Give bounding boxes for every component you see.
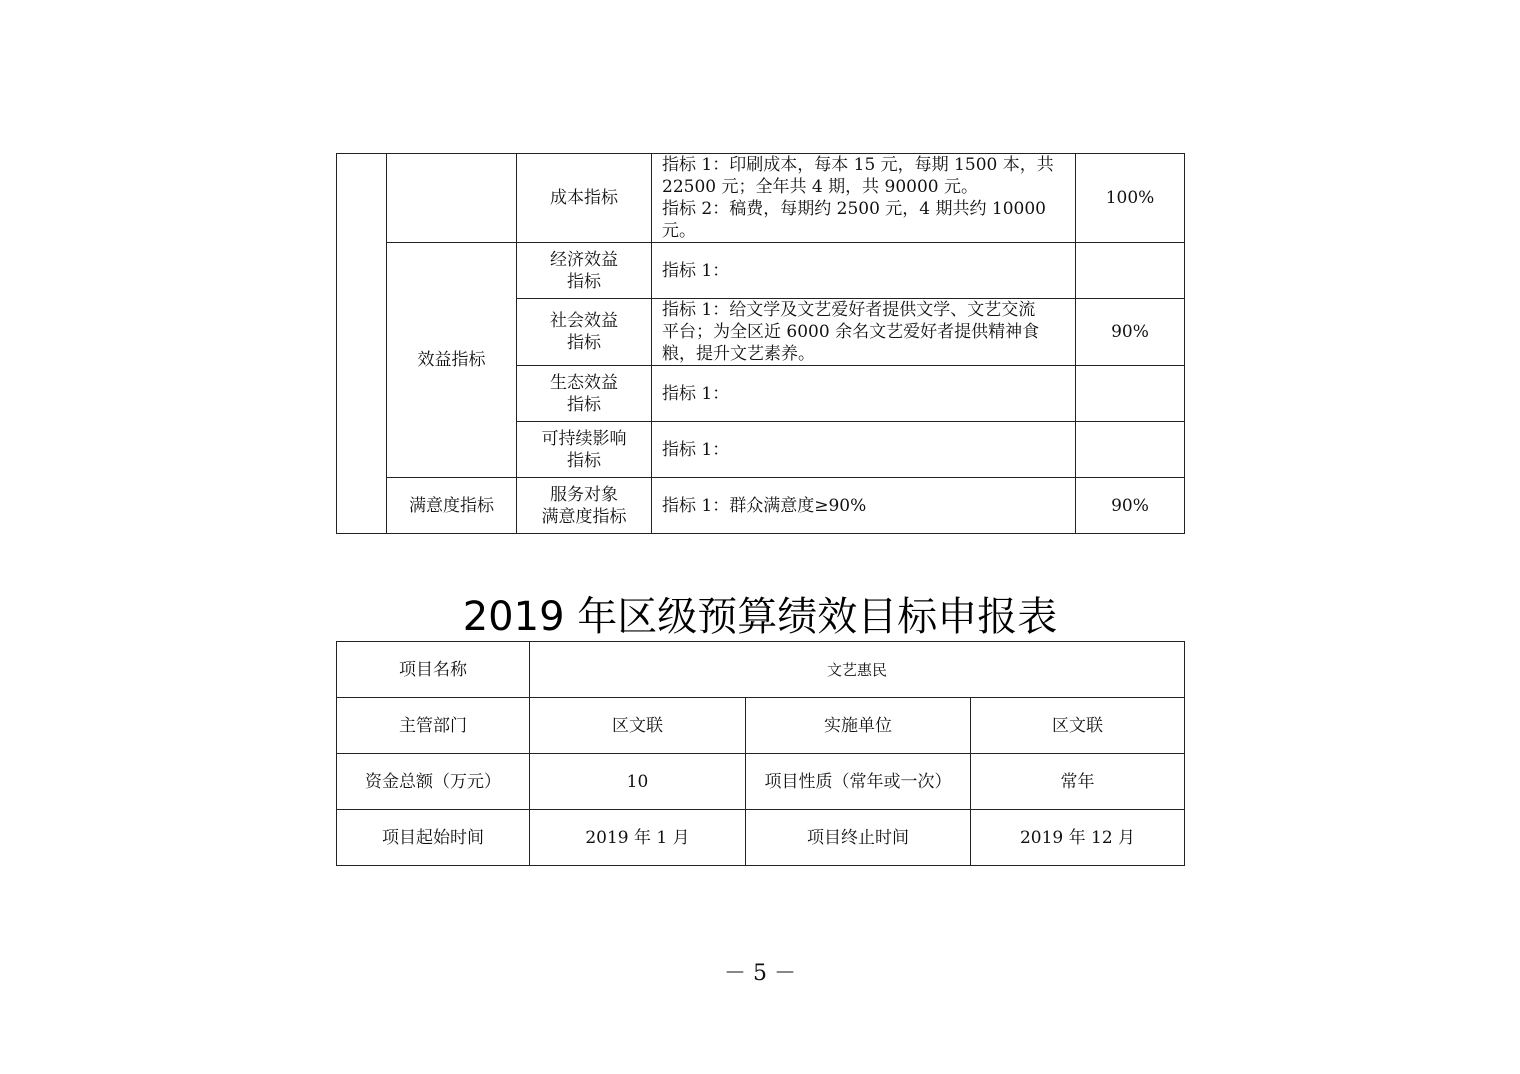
dept-label: 主管部门 [337,698,530,754]
economic-benefit-label: 经济效益 指标 [517,243,652,299]
project-name-label: 项目名称 [337,642,530,698]
project-name-value: 文艺惠民 [530,642,1185,698]
second-level-indicator-cell [387,154,517,243]
social-benefit-text: 指标 1：给文学及文艺爱好者提供文学、文艺交流 平台；为全区近 6000 余名文艺爱好者提供精神食 粮，提升文艺素养。 [652,299,1076,366]
cost-indicator-value: 100% [1076,154,1185,243]
satisfaction-indicator-label: 满意度指标 [387,478,517,534]
satisfaction-value: 90% [1076,478,1185,534]
fund-value: 10 [530,754,746,810]
page-title: 2019 年区级预算绩效目标申报表 [462,594,1058,640]
table-row [337,478,1185,534]
sustainable-impact-text: 指标 1： [652,422,1076,478]
table-row [337,810,1185,866]
social-benefit-value: 90% [1076,299,1185,366]
project-info-table [336,641,1185,866]
start-time-label: 项目起始时间 [337,810,530,866]
table-row [337,154,1185,243]
ecological-benefit-value [1076,366,1185,422]
sustainable-impact-value [1076,422,1185,478]
table-row [337,698,1185,754]
benefit-indicator-label: 效益指标 [387,243,517,478]
ecological-benefit-label: 生态效益 指标 [517,366,652,422]
social-benefit-label: 社会效益 指标 [517,299,652,366]
cost-indicator-label: 成本指标 [517,154,652,243]
nature-value: 常年 [971,754,1185,810]
performance-indicators-table [336,153,1185,534]
nature-label: 项目性质（常年或一次） [746,754,971,810]
table-row [337,642,1185,698]
economic-benefit-text: 指标 1： [652,243,1076,299]
satisfaction-text: 指标 1：群众满意度≥90% [652,478,1076,534]
economic-benefit-value [1076,243,1185,299]
fund-label: 资金总额（万元） [337,754,530,810]
ecological-benefit-text: 指标 1： [652,366,1076,422]
impl-label: 实施单位 [746,698,971,754]
dept-value: 区文联 [530,698,746,754]
sustainable-impact-label: 可持续影响 指标 [517,422,652,478]
end-time-value: 2019 年 12 月 [971,810,1185,866]
table-row [337,243,1185,299]
impl-value: 区文联 [971,698,1185,754]
first-level-indicator-cell [337,154,387,534]
service-satisfaction-label: 服务对象 满意度指标 [517,478,652,534]
cost-indicator-text: 指标 1：印刷成本，每本 15 元，每期 1500 本，共 22500 元；全年共 4 期，共 90000 元。 指标 2：稿费，每期约 2500 元，4 期共约 10000 元。 [652,154,1076,243]
table-row [337,754,1185,810]
end-time-label: 项目终止时间 [746,810,971,866]
page-number: － 5 － [724,961,796,986]
start-time-value: 2019 年 1 月 [530,810,746,866]
